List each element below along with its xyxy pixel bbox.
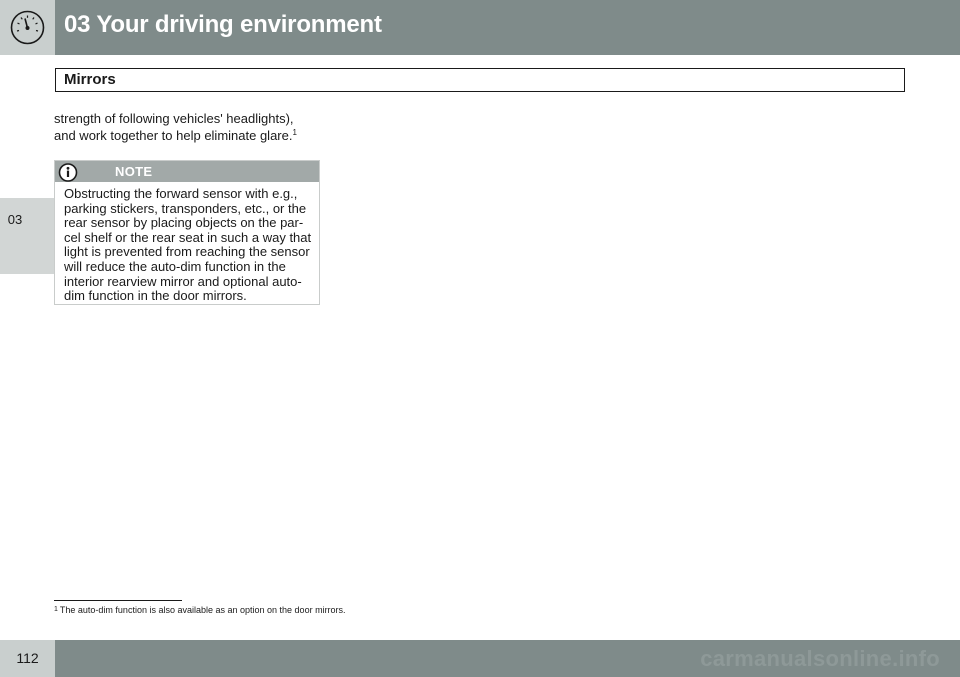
info-icon <box>57 162 79 184</box>
section-heading-box <box>55 68 905 92</box>
chapter-tab <box>0 198 55 274</box>
page-number: 112 <box>16 650 39 666</box>
note-box <box>54 160 320 305</box>
note-text: Obstructing the forward sensor with e.g., parking stickers, transponders, etc., or the rear sensor by placing objects on the par- cel shelf or the rear seat in such a way that light is prevented from reaching the sensor will reduce the auto-dim function in the interior rearview mirror and optional auto- dim function in the door mirrors. <box>64 186 312 304</box>
body-line <box>54 127 344 144</box>
footnote <box>54 605 346 615</box>
footer-page-box <box>0 640 55 677</box>
body-paragraph <box>54 110 344 144</box>
page-title: 03 Your driving environment <box>64 11 382 38</box>
note-header <box>55 161 319 182</box>
note-label: NOTE <box>115 164 153 179</box>
footnote-text: The auto-dim function is also available as an option on the door mirrors. <box>59 605 346 615</box>
footnote-number: 1 <box>54 606 58 613</box>
body-line: strength of following vehicles' headlights), <box>54 111 294 126</box>
footnote-divider <box>54 600 182 601</box>
section-title: Mirrors <box>64 71 116 88</box>
footnote-reference: 1 <box>292 128 297 137</box>
header-icon-box <box>0 0 55 55</box>
chapter-tab-label: 03 <box>7 212 23 227</box>
watermark: carmanualsonline.info <box>700 646 940 671</box>
body-line-text: and work together to help eliminate glare. <box>54 128 293 143</box>
gauge-icon <box>9 9 46 46</box>
